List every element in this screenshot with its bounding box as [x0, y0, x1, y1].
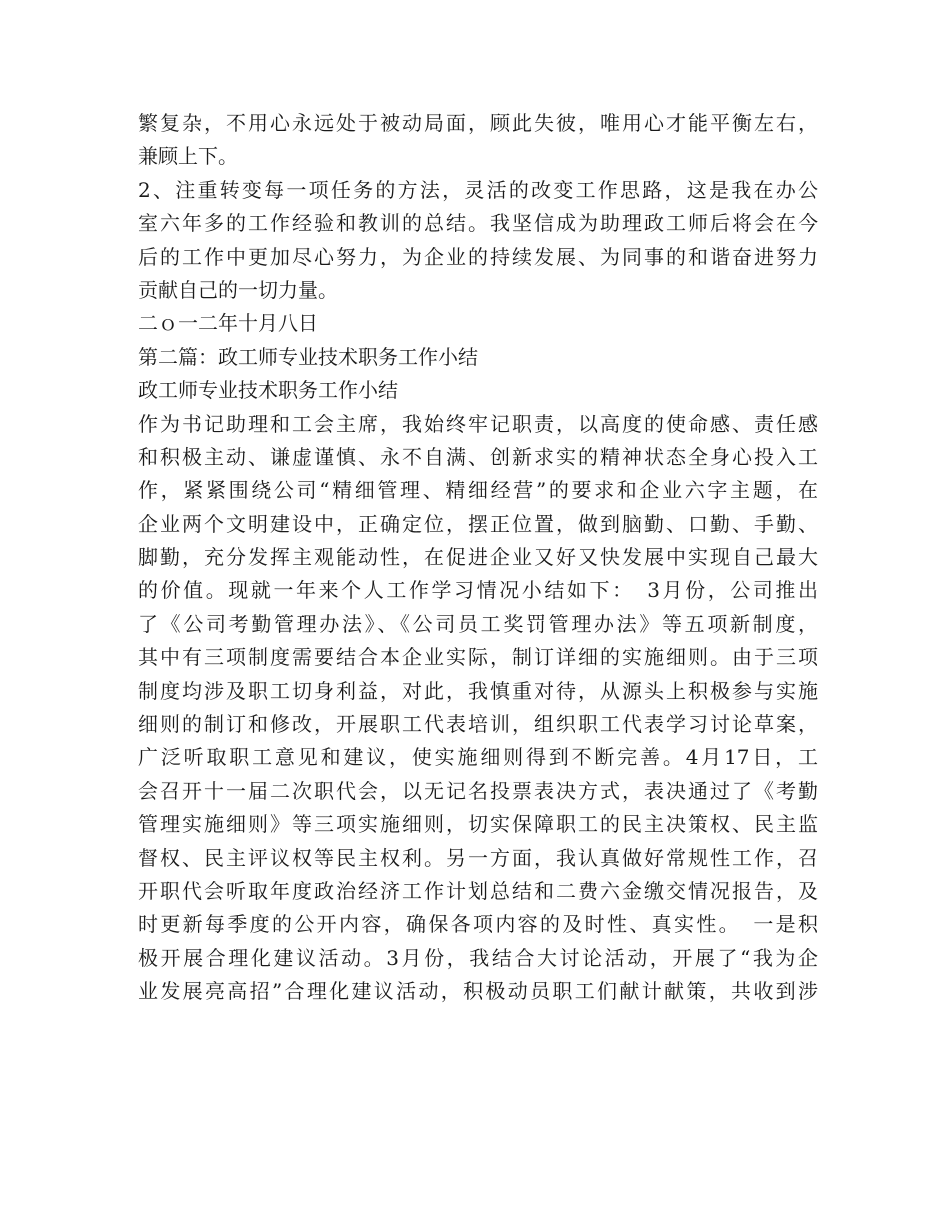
- text-line: 室六年多的工作经验和教训的总结。我坚信成为助理政工师后将会在今: [138, 211, 818, 236]
- text-line: 时更新每季度的公开内容，确保各项内容的及时性、真实性。 一是积: [138, 912, 818, 937]
- text-line: 广泛听取职工意见和建议，使实施细则得到不断完善。4月17日，工: [138, 745, 818, 770]
- text-line: 兼顾上下。: [138, 144, 238, 169]
- text-line: 脚勤，充分发挥主观能动性，在促进企业又好又快发展中实现自己最大: [138, 545, 818, 570]
- text-line: 和积极主动、谦虚谨慎、永不自满、创新求实的精神状态全身心投入工: [138, 444, 818, 469]
- text-line: 极开展合理化建议活动。3月份，我结合大讨论活动，开展了“我为企: [138, 945, 818, 970]
- document-body: [138, 107, 818, 1009]
- text-line: 了《公司考勤管理办法》、《公司员工奖罚管理办法》等五项新制度，: [138, 611, 818, 636]
- text-line: 2、注重转变每一项任务的方法，灵活的改变工作思路，这是我在办公: [138, 177, 818, 202]
- text-line: 的价值。现就一年来个人工作学习情况小结如下： 3月份，公司推出: [138, 578, 818, 603]
- text-line: 细则的制订和修改，开展职工代表培训，组织职工代表学习讨论草案，: [138, 712, 818, 737]
- text-line: 开职代会听取年度政治经济工作计划总结和二费六金缴交情况报告，及: [138, 878, 818, 903]
- text-line: 后的工作中更加尽心努力，为企业的持续发展、为同事的和谐奋进努力: [138, 244, 818, 269]
- text-line: 作为书记助理和工会主席，我始终牢记职责，以高度的使命感、责任感: [138, 411, 818, 436]
- text-line: 企业两个文明建设中，正确定位，摆正位置，做到脑勤、口勤、手勤、: [138, 511, 818, 536]
- text-line: 二ｏ一二年十月八日: [138, 311, 318, 336]
- text-line: 管理实施细则》等三项实施细则，切实保障职工的民主决策权、民主监: [138, 812, 818, 837]
- text-line: 会召开十一届二次职代会，以无记名投票表决方式，表决通过了《考勤: [138, 778, 818, 803]
- text-line: 制度均涉及职工切身利益，对此，我慎重对待，从源头上积极参与实施: [138, 678, 818, 703]
- text-line: 督权、民主评议权等民主权利。另一方面，我认真做好常规性工作，召: [138, 845, 818, 870]
- text-line: 政工师专业技术职务工作小结: [138, 378, 398, 403]
- text-line: 繁复杂，不用心永远处于被动局面，顾此失彼，唯用心才能平衡左右，: [138, 111, 818, 135]
- text-line: 业发展亮高招”合理化建议活动，积极动员职工们献计献策，共收到涉: [138, 979, 818, 1004]
- text-line: 其中有三项制度需要结合本企业实际，制订详细的实施细则。由于三项: [138, 645, 818, 670]
- text-line: 贡献自己的一切力量。: [138, 277, 338, 302]
- text-line: 作，紧紧围绕公司“精细管理、精细经营”的要求和企业六字主题，在: [138, 478, 818, 503]
- text-line: 第二篇：政工师专业技术职务工作小结: [138, 344, 478, 369]
